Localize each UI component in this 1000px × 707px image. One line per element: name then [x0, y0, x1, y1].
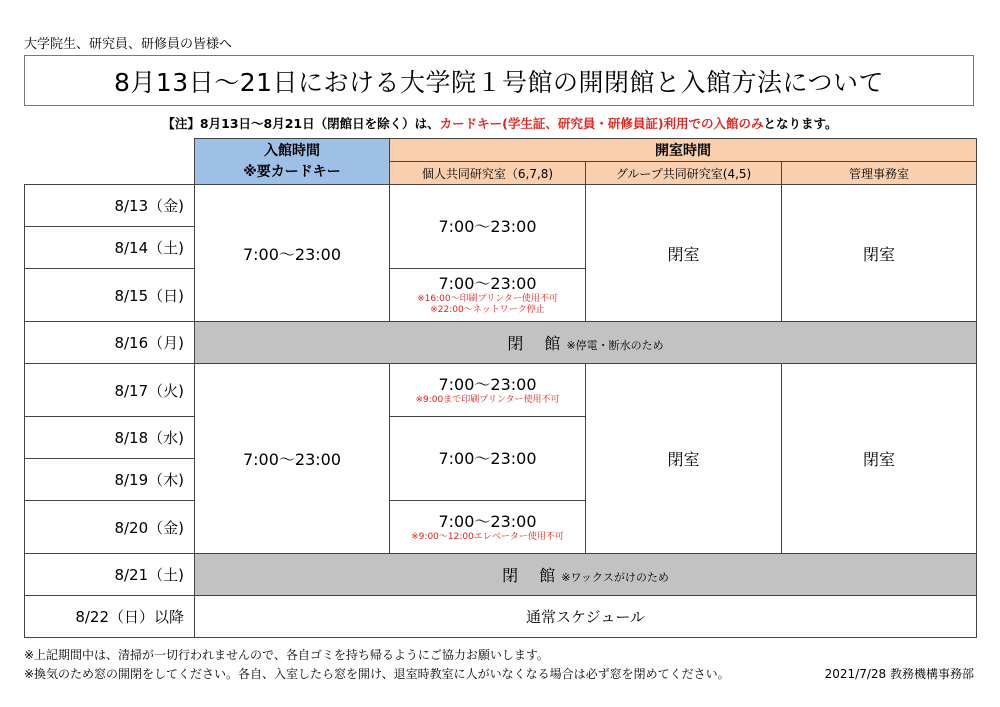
personal-lab-time-value: 7:00～23:00: [438, 216, 537, 236]
column-personal-lab: 個人共同研究室（6,7,8): [390, 162, 586, 185]
open-time-header: 開室時間: [390, 139, 977, 162]
entry-time-header-label: 入館時間: [264, 142, 320, 159]
personal-lab-note: ※22:00～ネットワーク停止: [430, 305, 545, 315]
building-closed-row: [195, 554, 977, 596]
regular-schedule-row: 通常スケジュール: [195, 596, 977, 638]
personal-lab-time: [390, 185, 586, 269]
greeting: 大学院生、研究員、研修員の皆様へ: [24, 37, 233, 52]
date-cell: 8/17（火): [25, 364, 195, 417]
building-closed-row: [195, 322, 977, 364]
entry-time-header-note: ※要カードキー: [243, 163, 341, 180]
personal-lab-time: [390, 364, 586, 417]
closed-label: 閉 館: [507, 334, 561, 353]
notice: [0, 114, 1000, 132]
closed-reason: ※ワックスがけのため: [561, 571, 669, 584]
date-cell: 8/15（日): [25, 269, 195, 322]
personal-lab-note: ※16:00～印刷プリンター使用不可: [417, 294, 558, 304]
personal-lab-time-value: 7:00～23:00: [438, 274, 537, 293]
closed-label: 閉 館: [502, 566, 556, 585]
date-cell: 8/14（土): [25, 227, 195, 269]
group-lab-status: 閉室: [586, 185, 782, 322]
personal-lab-note: ※9:00まで印刷プリンター使用不可: [415, 394, 560, 405]
date-cell: 8/19（木): [25, 459, 195, 501]
entry-time-cell: 7:00～23:00: [195, 185, 390, 322]
column-group-lab: グループ共同研究室(4,5): [586, 162, 782, 185]
column-admin-office: 管理事務室: [782, 162, 977, 185]
page-title: 8月13日～21日における大学院１号館の開閉館と入館方法について: [24, 55, 974, 106]
entry-time-cell: 7:00～23:00: [195, 364, 390, 554]
personal-lab-time-value: 7:00～23:00: [438, 374, 537, 394]
personal-lab-time: [390, 269, 586, 322]
schedule-table: [24, 138, 977, 638]
personal-lab-time: [390, 417, 586, 501]
admin-office-status: 閉室: [782, 185, 977, 322]
group-lab-status: 閉室: [586, 364, 782, 554]
admin-office-status: 閉室: [782, 364, 977, 554]
footnote: ※上記期間中は、清掃が一切行われませんので、各自ゴミを持ち帰るようにご協力お願いします。: [24, 648, 549, 662]
closed-reason: ※停電・断水のため: [566, 339, 664, 352]
personal-lab-time: [390, 501, 586, 554]
personal-lab-time-value: 7:00～23:00: [438, 511, 537, 531]
date-cell: 8/22（日）以降: [25, 596, 195, 638]
date-cell: 8/13（金): [25, 185, 195, 227]
signature-date: 2021/7/28 教務機構事務部: [824, 667, 974, 681]
notice-suffix: となります。: [763, 116, 838, 131]
date-cell: 8/18（水): [25, 417, 195, 459]
date-cell: 8/21（土): [25, 554, 195, 596]
notice-prefix: 【注】8月13日～8月21日（閉館日を除く）は、: [162, 116, 440, 131]
footnote: ※換気のため窓の開閉をしてください。各自、入室したら窓を開け、退室時教室に人がいなくなる場合は必ず窓を閉めてください。: [24, 667, 730, 681]
personal-lab-note: ※9:00～12:00エレベーター使用不可: [411, 531, 564, 542]
corner-blank: [25, 139, 195, 185]
date-cell: 8/20（金): [25, 501, 195, 554]
entry-time-header: [195, 139, 390, 185]
personal-lab-time-value: 7:00～23:00: [438, 448, 537, 468]
notice-emphasis: カードキー(学生証、研究員・研修員証)利用での入館のみ: [439, 116, 764, 131]
date-cell: 8/16（月): [25, 322, 195, 364]
